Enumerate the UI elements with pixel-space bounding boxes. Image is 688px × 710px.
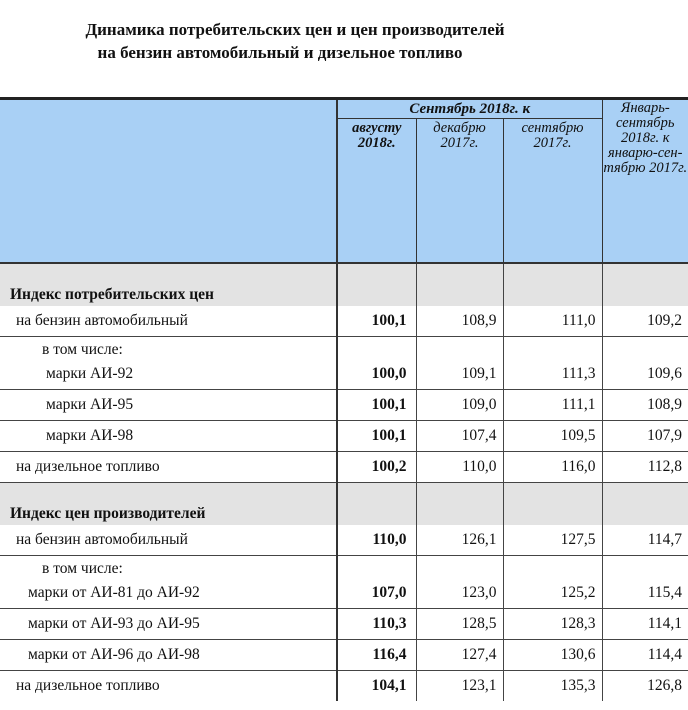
cell-value: 114,4 — [602, 640, 688, 671]
cell-value: 111,1 — [503, 390, 602, 421]
cell-value: 115,4 — [602, 578, 688, 609]
row-label: марки АИ-98 — [0, 421, 337, 452]
row-label: марки АИ-92 — [0, 359, 337, 390]
cell-value: 100,2 — [337, 452, 416, 483]
cell-value: 110,3 — [337, 609, 416, 640]
cell-value: 127,5 — [503, 525, 602, 556]
cell-value: 109,6 — [602, 359, 688, 390]
section-title-row — [0, 505, 688, 525]
section-title: Индекс цен производителей — [0, 505, 337, 525]
cell-value: 107,9 — [602, 421, 688, 452]
header-col-sep: сентябрю 2017г. — [503, 119, 602, 264]
cell-value: 130,6 — [503, 640, 602, 671]
including-row — [0, 556, 688, 579]
table-row — [0, 671, 688, 702]
table-row — [0, 421, 688, 452]
cell-value: 108,9 — [416, 306, 503, 337]
cell-value: 110,0 — [416, 452, 503, 483]
cell-value: 111,3 — [503, 359, 602, 390]
header-jan-sep: Январь-сентябрь 2018г. к январю-сен-тябрю 2017г. — [602, 99, 688, 264]
cell-value: 109,1 — [416, 359, 503, 390]
cell-value: 100,0 — [337, 359, 416, 390]
cell-value: 111,0 — [503, 306, 602, 337]
page-title — [0, 18, 560, 64]
cell-value: 123,0 — [416, 578, 503, 609]
cell-value: 107,0 — [337, 578, 416, 609]
cell-value: 107,4 — [416, 421, 503, 452]
cell-value: 128,5 — [416, 609, 503, 640]
table-row — [0, 452, 688, 483]
row-label: в том числе: — [42, 341, 123, 358]
cell-value: 128,3 — [503, 609, 602, 640]
cell-value: 114,1 — [602, 609, 688, 640]
header-blank-cell — [0, 99, 337, 264]
cell-value: 116,0 — [503, 452, 602, 483]
cell-value: 125,2 — [503, 578, 602, 609]
table-row — [0, 640, 688, 671]
cell-value: 100,1 — [337, 306, 416, 337]
row-label: марки от АИ-81 до АИ-92 — [0, 578, 337, 609]
title-line-2: на бензин автомобильный и дизельное топливо — [97, 43, 463, 62]
table-row — [0, 609, 688, 640]
section-title: Индекс потребительских цен — [0, 286, 337, 306]
cell-value: 104,1 — [337, 671, 416, 702]
row-label: на дизельное топливо — [0, 452, 337, 483]
header-row-top — [0, 99, 688, 119]
title-line-1: Динамика потребительских цен и цен производителей — [85, 20, 505, 39]
row-label: марки от АИ-93 до АИ-95 — [0, 609, 337, 640]
cell-value: 126,1 — [416, 525, 503, 556]
cell-value: 100,1 — [337, 390, 416, 421]
row-label: марки АИ-95 — [0, 390, 337, 421]
header-col-dec: декабрю 2017г. — [416, 119, 503, 264]
header-col-aug: августу 2018г. — [337, 119, 416, 264]
table-row — [0, 578, 688, 609]
row-label: в том числе: — [42, 560, 123, 577]
cell-value: 108,9 — [602, 390, 688, 421]
table-row — [0, 390, 688, 421]
cell-value: 100,1 — [337, 421, 416, 452]
table-row — [0, 525, 688, 556]
cell-value: 123,1 — [416, 671, 503, 702]
cell-value: 114,7 — [602, 525, 688, 556]
header-period-group: Сентябрь 2018г. к — [337, 99, 602, 119]
row-label: на дизельное топливо — [16, 677, 160, 694]
cell-value: 116,4 — [337, 640, 416, 671]
cell-value: 126,8 — [602, 671, 688, 702]
section-spacer — [0, 263, 688, 286]
row-label: на бензин автомобильный — [0, 525, 337, 556]
table-row — [0, 359, 688, 390]
cell-value: 112,8 — [602, 452, 688, 483]
cell-value: 110,0 — [337, 525, 416, 556]
cell-value: 109,5 — [503, 421, 602, 452]
including-row — [0, 337, 688, 360]
row-label: на бензин автомобильный — [0, 306, 337, 337]
table-row — [0, 306, 688, 337]
cell-value: 109,2 — [602, 306, 688, 337]
section-spacer — [0, 483, 688, 506]
price-dynamics-table — [0, 97, 688, 701]
section-title-row — [0, 286, 688, 306]
cell-value: 127,4 — [416, 640, 503, 671]
cell-value: 135,3 — [503, 671, 602, 702]
cell-value: 109,0 — [416, 390, 503, 421]
row-label: марки от АИ-96 до АИ-98 — [0, 640, 337, 671]
